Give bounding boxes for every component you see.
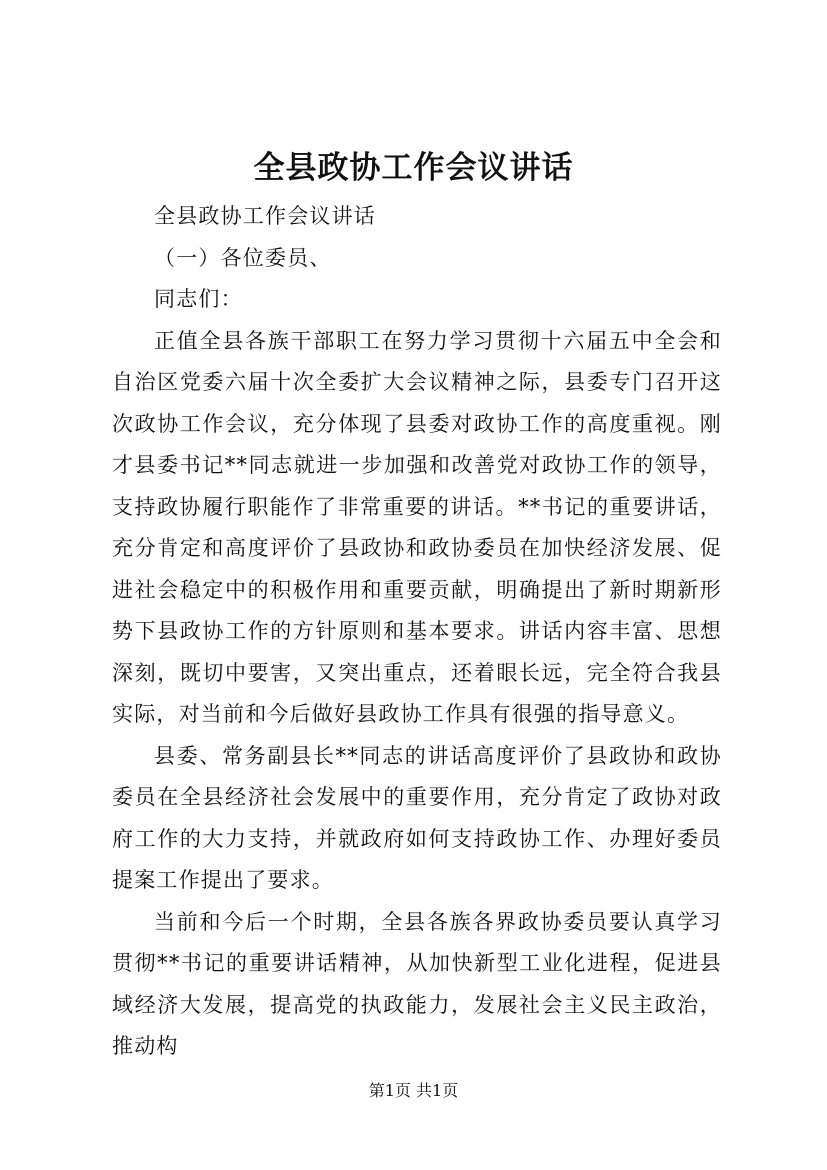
paragraph-body-2: 县委、常务副县长**同志的讲话高度评价了县政协和政协委员在全县经济社会发展中的重要作用，充分肯定了政协对政府工作的大力支持，并就政府如何支持政协工作、办理好委员提案工作提出了要求。 — [112, 743, 722, 892]
paragraph-salutation-1: （一）各位委员、 — [154, 245, 332, 270]
paragraph-body-3: 当前和今后一个时期，全县各族各界政协委员要认真学习贯彻**书记的重要讲话精神，从加快新型工业化进程，促进县域经济大发展，提高党的执政能力，发展社会主义民主政治，推动构 — [112, 909, 722, 1058]
page-footer: 第1页 共1页 — [368, 1081, 459, 1100]
document-body — [112, 196, 722, 1068]
document-title: 全县政协工作会议讲话 — [253, 150, 574, 186]
paragraph-body-1: 正值全县各族干部职工在努力学习贯彻十六届五中全会和自治区党委六届十次全委扩大会议精神之际，县委专门召开这次政协工作会议，充分体现了县委对政协工作的高度重视。刚才县委书记**同志就进一步加强和改善党对政协工作的领导，支持政协履行职能作了非常重要的讲话。**书记的重要讲话，充分肯定和高度评价了县政协和政协委员在加快经济发展、促进社会稳定中的积极作用和重要贡献，明确提出了新时期新形势下县政协工作的方针原则和基本要求。讲话内容丰富、思想深刻，既切中要害，又突出重点，还着眼长远，完全符合我县实际，对当前和今后做好县政协工作具有很强的指导意义。 — [112, 328, 722, 726]
paragraph-salutation-2: 同志们： — [154, 287, 243, 311]
paragraph-subtitle: 全县政协工作会议讲话 — [154, 204, 376, 228]
